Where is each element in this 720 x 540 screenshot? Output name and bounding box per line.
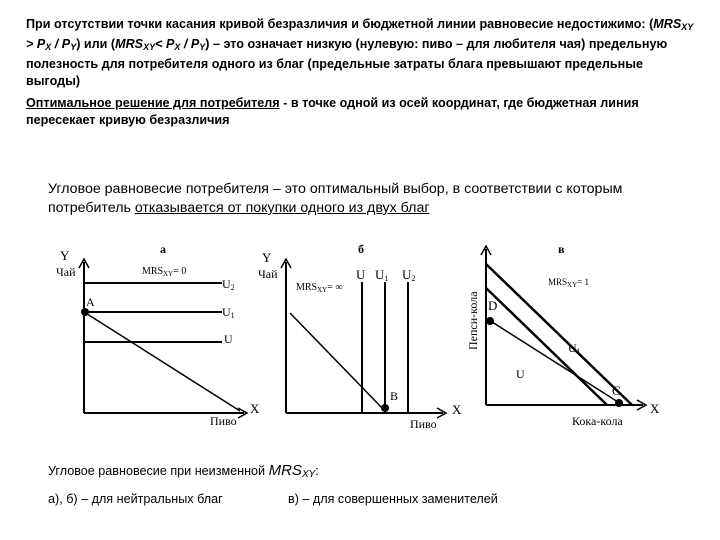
graph-c-point-d [486,317,494,325]
summary-mrs: MRS [268,462,302,479]
graph-c-mrs-sub: XY [567,281,578,289]
graph-c-curve-u [486,288,607,405]
graph-b-u2-label: U [402,267,412,282]
graph-a-x-label: X [250,401,260,416]
graph-c-mrs: MRS [548,277,568,287]
graph-c-x-name: Кока-кола [572,414,623,428]
price-p: < P [155,37,175,51]
graph-b-mrs-sub: XY [317,286,328,294]
summary-line [48,462,319,480]
optimal-heading: Оптимальное решение для потребителя [26,96,280,110]
graph-a-mrs: MRS [142,266,164,277]
graph-a-point-a-label: A [86,295,95,309]
price-subscript: Y [199,42,206,52]
graph-c-u1-label: U [568,341,577,355]
graph-b-u1-label: U [375,267,385,282]
graph-a-u1-sub: 1 [230,311,235,320]
graph-b-letter: б [358,242,364,256]
case-neutral-goods: а), б) – для нейтральных благ [48,492,223,506]
intro-text-mid: ) или ( [76,37,116,51]
optimal-text: - в точке одной из осей координат, где бюджетная линия пересекает кривую безразличия [26,96,639,127]
graph-c-budget-line [489,320,618,402]
graph-b-mrs-value: = ∞ [327,282,343,293]
graph-c-u1-sub: 1 [576,347,581,356]
price-p: / P [51,37,71,51]
mrs-symbol: MRS [115,37,144,51]
intro-text-2: ) – это означает низкую (нулевую: пиво – для любителя чая) предельную полезность для потребителя одного из благ (предельные затраты блага превышают предельные выгоды) [26,37,668,88]
graph-c-mrs-value: = 1 [577,277,589,287]
graph-a-letter: а [160,242,166,256]
price-p: / P [180,37,200,51]
intro-text-1: При отсутствии точки касания кривой безразличия и бюджетной линии равновесие недостижимо: ( [26,17,654,31]
graph-a-y-label: Y [60,248,70,263]
mrs-symbol: MRS [653,17,682,31]
graph-a-y-name: Чай [56,265,76,279]
price-subscript: Y [70,42,77,52]
graph-c-point-d-label: D [488,298,498,313]
graph-c-point-c [615,399,623,407]
graph-b-u1-sub: 1 [384,274,389,283]
summary-text: Угловое равновесие при неизменной [48,464,269,478]
graph-a-u1-label: U [222,305,231,319]
graph-b-x-label: X [452,402,462,417]
graph-b-y-label: Y [262,250,272,265]
graph-a-mrs-value: = 0 [173,266,187,277]
summary-mrs-sub: XY [301,469,316,480]
graph-b-mrs: MRS [296,282,318,293]
mrs-subscript: XY [143,42,156,52]
graph-a-u-label: U [224,332,233,346]
graph-b-point-b-label: B [390,389,399,403]
graph-a-u2-sub: 2 [230,283,235,292]
svg-text:MRSXY= 1 [548,277,589,289]
graph-c-u-label: U [516,367,525,381]
price-subscript: X [45,42,52,52]
mrs-subscript: XY [681,22,694,32]
graph-b-u2-sub: 2 [411,274,416,283]
graph-b-y-name: Чай [258,267,278,281]
corner-underlined: отказывается от покупки одного из двух благ [134,200,430,216]
summary-colon: : [315,464,319,478]
graph-b-x-name: Пиво [410,417,437,431]
graph-c-x-label: X [650,401,660,416]
graph-c-y-name: Пепси-кола [466,291,480,350]
graph-c-point-c-label: C [612,383,621,398]
graph-b-u-label: U [356,267,366,282]
svg-text:U1 [568,341,581,356]
case-perfect-substitutes: в) – для совершенных заменителей [288,492,498,506]
corner-text: Угловое равновесие потребителя – это оптимальный выбор, в соответствии с которым потребитель [48,181,623,216]
graph-a-u2-label: U [222,277,231,291]
price-subscript: X [174,42,181,52]
graph-c-letter: в [558,242,565,256]
graph-a-mrs-sub: XY [163,270,174,278]
graph-a-x-name: Пиво [210,414,237,428]
price-p: > P [26,37,46,51]
